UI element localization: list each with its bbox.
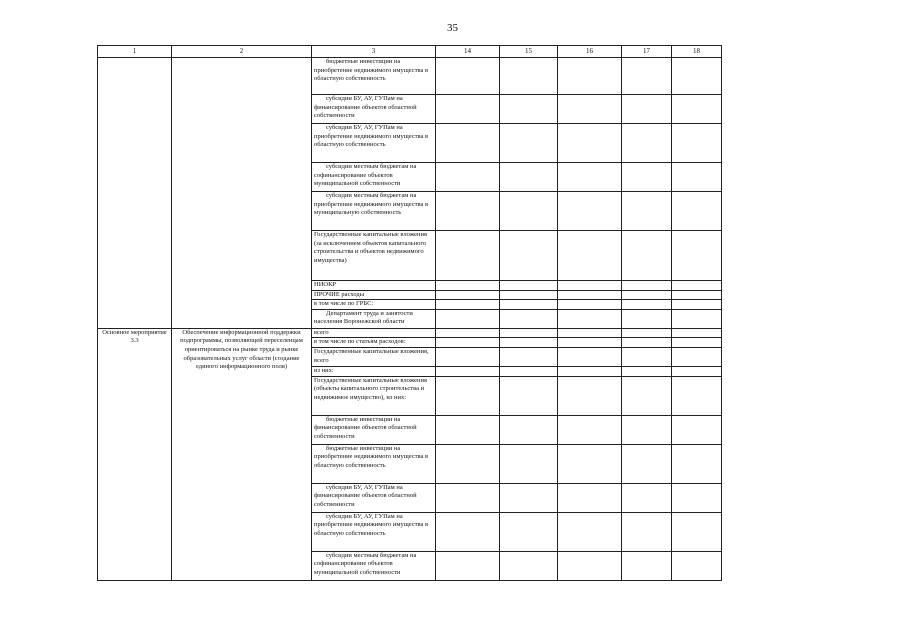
value-cell [500,309,558,328]
value-cell [500,415,558,444]
column-header: 18 [672,46,722,58]
table-row [98,328,722,338]
column-header: 16 [558,46,622,58]
value-cell [672,328,722,338]
expense-item-cell: субсидии местным бюджетам на приобретение недвижимого имущества в муниципальную собственность [312,192,436,231]
value-cell [558,290,622,300]
value-cell [436,415,500,444]
value-cell [500,551,558,580]
value-cell [436,376,500,415]
value-cell [558,124,622,163]
page-number: 35 [447,22,458,34]
value-cell [672,309,722,328]
expense-item-cell: бюджетные инвестиции на приобретение недвижимого имущества в областную собственность [312,58,436,95]
value-cell [622,58,672,95]
value-cell [558,281,622,291]
value-cell [622,309,672,328]
value-cell [622,231,672,281]
column-header: 17 [622,46,672,58]
expense-item-cell: бюджетные инвестиции на финансирование объектов областной собственности [312,415,436,444]
value-cell [558,512,622,551]
value-cell [672,512,722,551]
value-cell [436,281,500,291]
expense-item-cell: Государственные капитальные вложения (за исключением объектов капитального строительства и объектов недвижимого имущества) [312,231,436,281]
expense-item-cell: Государственные капитальные вложения (объекты капитального строительства и недвижимое имущество), из них: [312,376,436,415]
value-cell [672,163,722,192]
value-cell [436,58,500,95]
value-cell [622,415,672,444]
expense-item-cell: субсидии БУ, АУ, ГУПам на финансирование объектов областной собственности [312,95,436,124]
value-cell [558,328,622,338]
value-cell [500,483,558,512]
column-header: 1 [98,46,172,58]
value-cell [672,290,722,300]
value-cell [672,366,722,376]
value-cell [436,328,500,338]
expense-item-cell: субсидии местным бюджетам на софинансирование объектов муниципальной собственности [312,163,436,192]
value-cell [558,551,622,580]
value-cell [436,192,500,231]
value-cell [436,309,500,328]
value-cell [436,444,500,483]
expense-item-cell: из них: [312,366,436,376]
value-cell [500,512,558,551]
value-cell [500,444,558,483]
value-cell [622,95,672,124]
value-cell [672,231,722,281]
expense-item-cell: в том числе по ГРБС: [312,300,436,310]
value-cell [436,300,500,310]
table-body [98,58,722,581]
activity-name-cell: Обеспечение информационной поддержки подпрограммы, позволяющей переселенцам ориентироваться на рынке труда и рынке образовательных услуг области (создание единого информационного поля) [172,328,312,580]
value-cell [500,124,558,163]
value-cell [558,231,622,281]
value-cell [622,192,672,231]
value-cell [436,124,500,163]
expense-item-cell: Департамент труда и занятости населения Воронежской области [312,309,436,328]
expense-item-cell: субсидии БУ, АУ, ГУПам на приобретение недвижимого имущества в областную собственность [312,124,436,163]
value-cell [672,338,722,348]
expense-item-cell: НИОКР [312,281,436,291]
value-cell [558,300,622,310]
value-cell [672,483,722,512]
value-cell [500,58,558,95]
value-cell [622,376,672,415]
value-cell [622,347,672,366]
value-cell [500,290,558,300]
value-cell [622,328,672,338]
value-cell [672,376,722,415]
value-cell [672,124,722,163]
value-cell [436,551,500,580]
activity-code-cell: Основное мероприятие 3.3 [98,328,172,580]
value-cell [558,347,622,366]
expense-item-cell: Государственные капитальные вложения, всего [312,347,436,366]
value-cell [558,376,622,415]
value-cell [500,300,558,310]
expense-item-cell: в том числе по статьям расходов: [312,338,436,348]
value-cell [672,281,722,291]
value-cell [436,95,500,124]
expense-item-cell: бюджетные инвестиции на приобретение недвижимого имущества в областную собственность [312,444,436,483]
budget-table [97,45,722,581]
value-cell [672,192,722,231]
value-cell [622,163,672,192]
column-header: 14 [436,46,500,58]
value-cell [500,163,558,192]
column-header: 3 [312,46,436,58]
value-cell [436,163,500,192]
value-cell [558,444,622,483]
expense-item-cell: субсидии местным бюджетам на софинансирование объектов муниципальной собственности [312,551,436,580]
value-cell [436,512,500,551]
value-cell [436,366,500,376]
value-cell [558,338,622,348]
value-cell [672,300,722,310]
value-cell [672,415,722,444]
expense-item-cell: субсидии БУ, АУ, ГУПам на финансирование объектов областной собственности [312,483,436,512]
value-cell [500,192,558,231]
value-cell [672,551,722,580]
value-cell [622,366,672,376]
value-cell [672,95,722,124]
value-cell [558,366,622,376]
value-cell [672,347,722,366]
value-cell [558,58,622,95]
value-cell [622,551,672,580]
expense-item-cell: субсидии БУ, АУ, ГУПам на приобретение недвижимого имущества в областную собственность [312,512,436,551]
value-cell [622,483,672,512]
value-cell [500,281,558,291]
value-cell [672,444,722,483]
expense-item-cell: всего [312,328,436,338]
value-cell [500,328,558,338]
value-cell [622,281,672,291]
value-cell [500,376,558,415]
header-row [98,46,722,58]
value-cell [558,483,622,512]
value-cell [436,483,500,512]
activity-code-cell [98,58,172,329]
value-cell [500,338,558,348]
value-cell [500,347,558,366]
value-cell [672,58,722,95]
value-cell [436,231,500,281]
value-cell [558,309,622,328]
value-cell [558,415,622,444]
value-cell [558,192,622,231]
value-cell [622,124,672,163]
value-cell [436,290,500,300]
column-header: 2 [172,46,312,58]
value-cell [622,444,672,483]
value-cell [622,300,672,310]
value-cell [436,338,500,348]
value-cell [500,231,558,281]
value-cell [500,366,558,376]
value-cell [436,347,500,366]
table-row [98,58,722,95]
value-cell [500,95,558,124]
value-cell [622,290,672,300]
activity-name-cell [172,58,312,329]
value-cell [622,338,672,348]
column-header: 15 [500,46,558,58]
value-cell [622,512,672,551]
expense-item-cell: ПРОЧИЕ расходы [312,290,436,300]
value-cell [558,163,622,192]
value-cell [558,95,622,124]
